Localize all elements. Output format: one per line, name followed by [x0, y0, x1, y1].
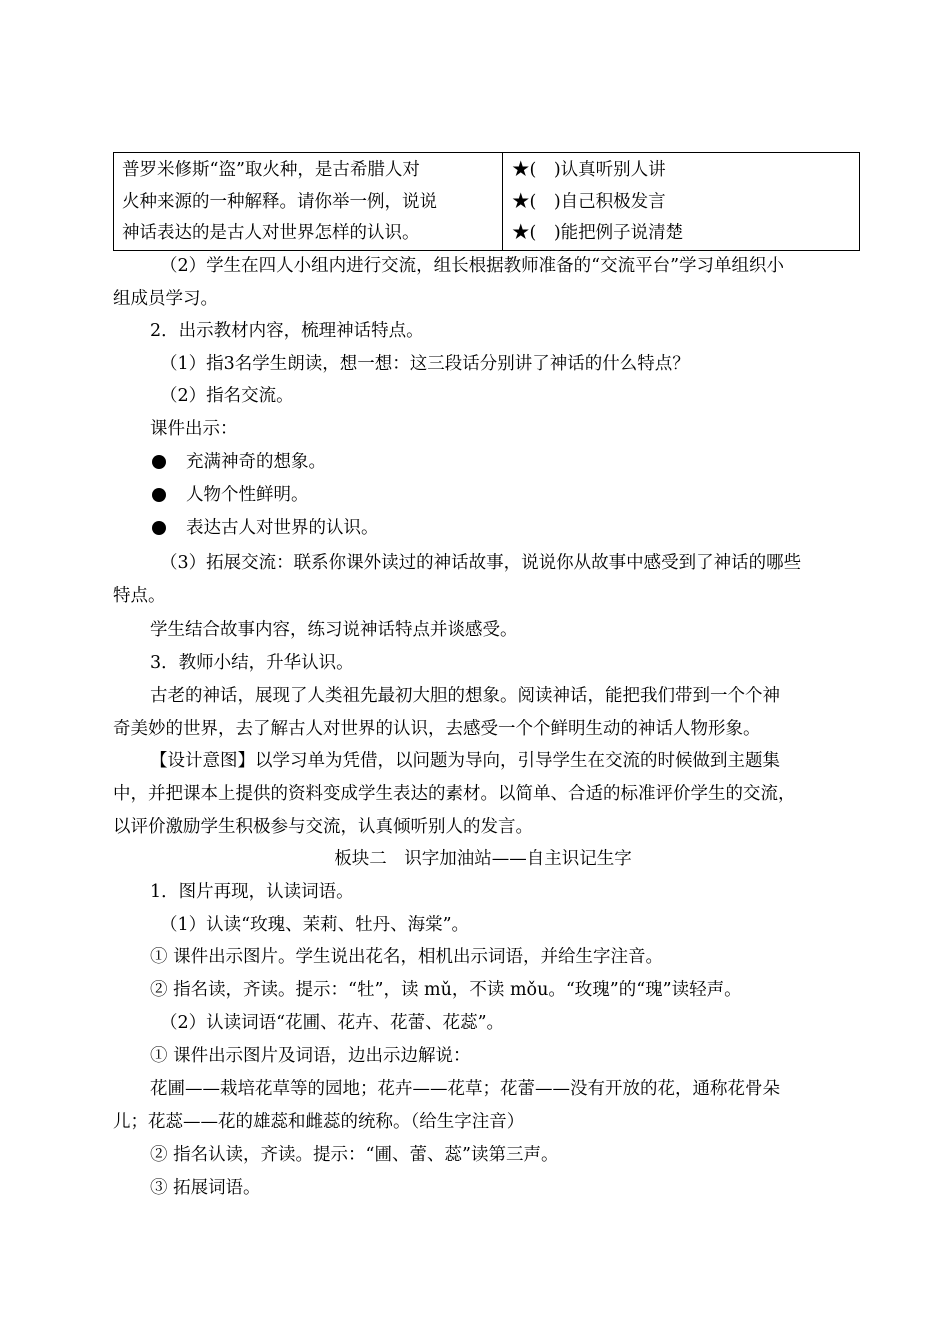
- paragraph-line: 古老的神话，展现了人类祖先最初大胆的想象。阅读神话，能把我们带到一个个神: [150, 686, 780, 706]
- paragraph-line: （2）指名交流。: [160, 386, 294, 406]
- paragraph-line: 奇美妙的世界，去了解古人对世界的认识，去感受一个个鲜明生动的神话人物形象。: [113, 719, 761, 739]
- paragraph-line: 课件出示：: [150, 419, 238, 439]
- task-question-line: 火种来源的一种解释。请你举一例，说说: [122, 191, 437, 212]
- paragraph-line: ① 课件出示图片。学生说出花名，相机出示词语，并给生字注音。: [150, 947, 664, 967]
- bullet-item: 人物个性鲜明。: [186, 485, 309, 505]
- paragraph-line: 特点。: [113, 586, 166, 606]
- paragraph-line: ② 指名认读，齐读。提示：“圃、蕾、蕊”读第三声。: [150, 1145, 559, 1165]
- step-heading: 3．教师小结，升华认识。: [150, 653, 354, 673]
- section-title: 板块二 识字加油站——自主识记生字: [334, 849, 632, 869]
- task-question-line: 普罗米修斯“盗”取火种，是古希腊人对: [122, 160, 420, 180]
- paragraph-line: ② 指名读，齐读。提示：“牡”，读 mǔ，不读 mǒu。“玫瑰”的“瑰”读轻声。: [150, 980, 742, 1000]
- evaluation-cell: [503, 153, 860, 251]
- paragraph-line: 学生结合故事内容，练习说神话特点并谈感受。: [150, 620, 518, 640]
- paragraph-line: （1）认读“玫瑰、茉莉、牡丹、海棠”。: [160, 915, 470, 935]
- bullet-icon: [152, 488, 166, 502]
- step-heading: 1．图片再现，认读词语。: [150, 882, 354, 902]
- step-heading: 2．出示教材内容，梳理神话特点。: [150, 321, 424, 341]
- bullet-icon: [152, 521, 166, 535]
- task-table: [113, 152, 860, 251]
- design-intent-line: 中，并把课本上提供的资料变成学生表达的素材。以简单、合适的标准评价学生的交流，: [113, 784, 796, 804]
- paragraph-line: 花圃——栽培花草等的园地；花卉——花草；花蕾——没有开放的花，通称花骨朵: [150, 1079, 780, 1099]
- paragraph-line: ③ 拓展词语。: [150, 1178, 261, 1198]
- bullet-item: 充满神奇的想象。: [186, 452, 326, 472]
- design-intent-line: 【设计意图】以学习单为凭借，以问题为导向，引导学生在交流的时候做到主题集: [150, 751, 780, 771]
- paragraph-line: 组成员学习。: [113, 289, 218, 309]
- paragraph-line: ① 课件出示图片及词语，边出示边解说：: [150, 1046, 471, 1066]
- task-question-cell: [114, 153, 503, 251]
- paragraph-line: （1）指3名学生朗读，想一想：这三段话分别讲了神话的什么特点？: [160, 354, 690, 374]
- bullet-icon: [152, 455, 166, 469]
- paragraph-line: （2）认读词语“花圃、花卉、花蕾、花蕊”。: [160, 1013, 505, 1033]
- paragraph-line: （3）拓展交流：联系你课外读过的神话故事，说说你从故事中感受到了神话的哪些: [160, 553, 802, 573]
- evaluation-criterion: ★( )自己积极发言: [512, 191, 666, 212]
- evaluation-criterion: ★( )认真听别人讲: [512, 160, 666, 180]
- paragraph-line: 儿；花蕊——花的雄蕊和雌蕊的统称。（给生字注音）: [113, 1112, 525, 1132]
- evaluation-criterion: ★( )能把例子说清楚: [512, 223, 684, 243]
- paragraph-line: （2）学生在四人小组内进行交流，组长根据教师准备的“交流平台”学习单组织小: [160, 256, 785, 276]
- task-question-line: 神话表达的是古人对世界怎样的认识。: [122, 223, 420, 243]
- bullet-item: 表达古人对世界的认识。: [186, 518, 379, 538]
- design-intent-line: 以评价激励学生积极参与交流，认真倾听别人的发言。: [113, 817, 533, 837]
